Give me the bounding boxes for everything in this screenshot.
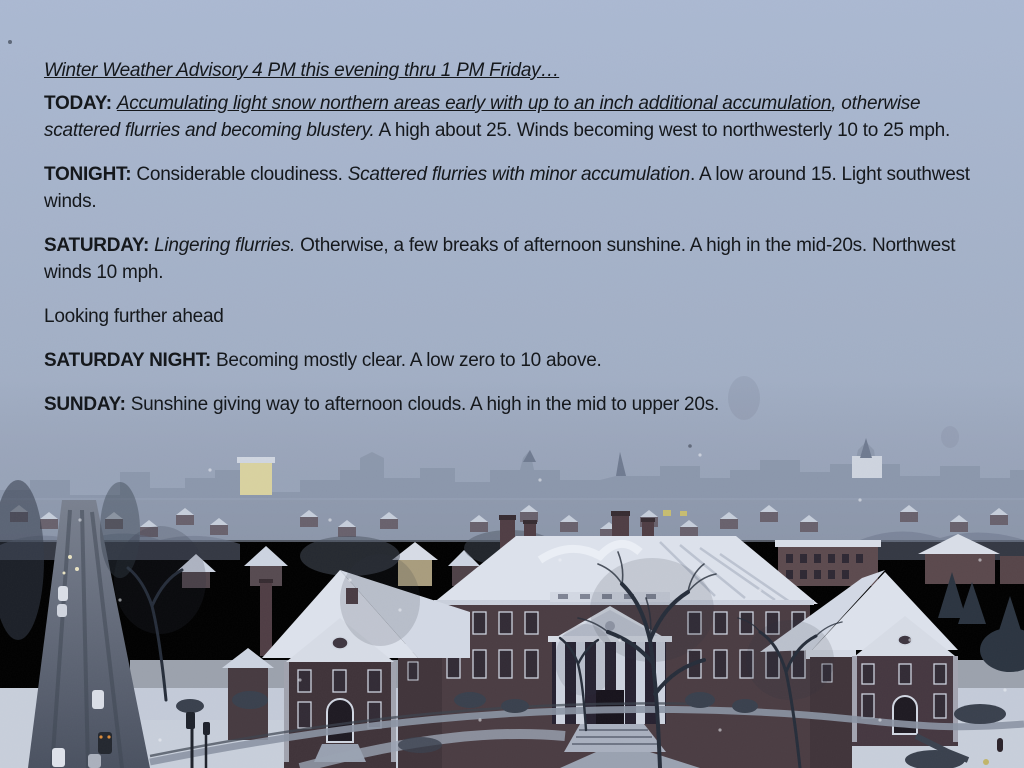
forecast-saturday-night bbox=[44, 347, 996, 374]
tonight-flurries-text: Scattered flurries with minor accumulation bbox=[347, 164, 690, 185]
forecast-interlude bbox=[44, 303, 996, 330]
forecast-overlay bbox=[44, 57, 996, 435]
tonight-lead-text: Considerable cloudiness. bbox=[136, 164, 348, 185]
today-snow-text: Accumulating light snow northern areas early with up to an inch additional accumulation bbox=[116, 93, 832, 114]
saturday-flurries-text: Lingering flurries. bbox=[154, 235, 296, 256]
forecast-sunday bbox=[44, 391, 996, 418]
sunday-label: SUNDAY: bbox=[44, 394, 131, 415]
forecast-headline bbox=[44, 57, 996, 84]
sunday-text: Sunshine giving way to afternoon clouds. A high in the mid to upper 20s. bbox=[130, 394, 719, 415]
interlude-text: Looking further ahead bbox=[44, 306, 224, 327]
headline-text: Winter Weather Advisory 4 PM this evening thru 1 PM Friday… bbox=[44, 60, 560, 81]
saturday-night-text: Becoming mostly clear. A low zero to 10 above. bbox=[215, 350, 602, 371]
saturday-rest-text: Otherwise, a few breaks of afternoon sunshine. A high in the mid-20s. Northwest winds 10 mph. bbox=[44, 235, 956, 283]
today-rest-text: A high about 25. Winds becoming west to northwesterly 10 to 25 mph. bbox=[374, 120, 951, 141]
forecast-tonight bbox=[44, 161, 996, 215]
tonight-rest-text: . A low around 15. Light southwest winds. bbox=[44, 164, 970, 212]
saturday-night-label: SATURDAY NIGHT: bbox=[44, 350, 216, 371]
forecast-saturday bbox=[44, 232, 996, 286]
today-flurries-text: , otherwise scattered flurries and becoming blustery. bbox=[44, 93, 921, 141]
forecast-today bbox=[44, 90, 996, 144]
today-label: TODAY: bbox=[44, 93, 117, 114]
tonight-label: TONIGHT: bbox=[44, 164, 137, 185]
saturday-label: SATURDAY: bbox=[44, 235, 155, 256]
